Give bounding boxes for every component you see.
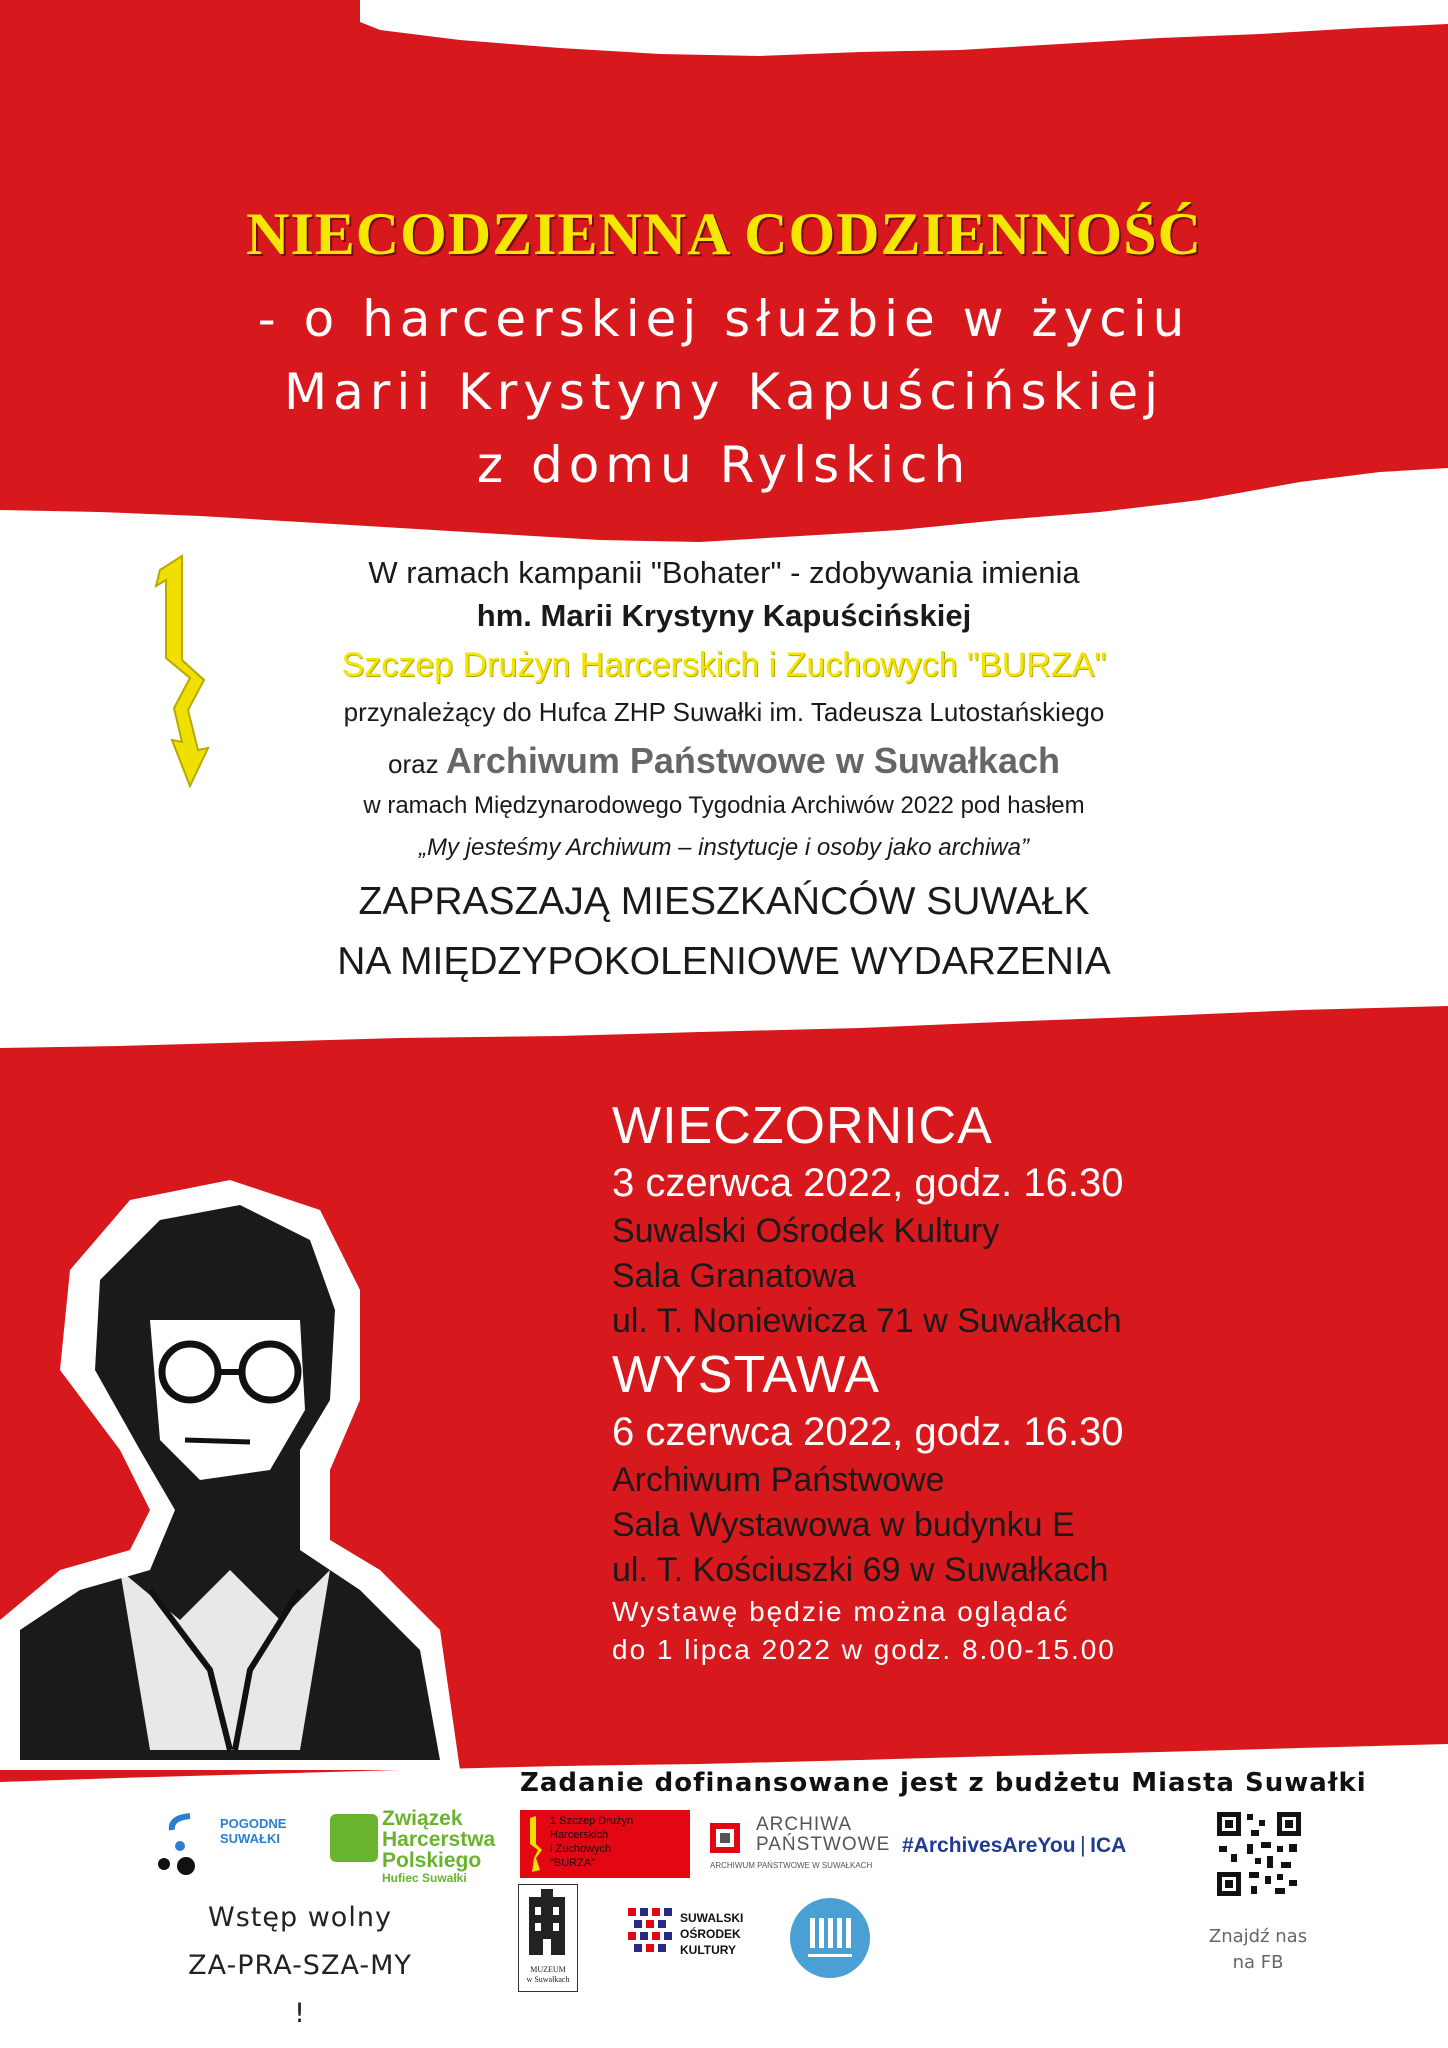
- muzeum-logo: [518, 1884, 578, 1992]
- event-1-date: 3 czerwca 2022, godz. 16.30: [612, 1161, 1124, 1205]
- zhp-logo: [330, 1808, 495, 1884]
- qr-caption: [1198, 1924, 1318, 1976]
- burza-text-3: i Zuchowych: [550, 1843, 612, 1855]
- poster-title: NIECODZIENNA CODZIENNOŚĆ: [246, 201, 1202, 267]
- archive-name: Archiwum Państwowe w Suwałkach: [445, 740, 1060, 781]
- portrait-illustration: [0, 1150, 470, 1790]
- qr-caption-2: na FB: [1232, 1952, 1284, 1973]
- zhp-text-3: Polskiego: [382, 1849, 482, 1872]
- intro-oraz: oraz: [388, 749, 439, 779]
- sok-text-3: KULTURY: [680, 1943, 736, 1957]
- archiwa-text-3: ARCHIWUM PAŃSTWOWE W SUWAŁKACH: [710, 1861, 873, 1870]
- zhp-text-4: Hufiec Suwałki: [382, 1871, 467, 1885]
- event-2-place-1: Archiwum Państwowe: [612, 1461, 945, 1499]
- burza-logo: [520, 1810, 690, 1878]
- archiwa-panstwowe-logo: [710, 1815, 890, 1875]
- intro-line-1: W ramach kampanii "Bohater" - zdobywania imienia: [368, 555, 1080, 590]
- event-1-place-3: ul. T. Noniewicza 71 w Suwałkach: [612, 1302, 1122, 1340]
- event-1-place-1: Suwalski Ośrodek Kultury: [612, 1212, 1000, 1250]
- subtitle-line-1: - o harcerskiej służbie w życiu: [257, 290, 1191, 348]
- hashtag-text: #ArchivesAreYou: [902, 1834, 1076, 1857]
- event-1-place-2: Sala Granatowa: [612, 1257, 856, 1295]
- subtitle-line-3: z domu Rylskich: [476, 436, 972, 494]
- sok-text-2: OŚRODEK: [680, 1927, 741, 1941]
- entry-line-1: Wstęp wolny: [208, 1902, 392, 1933]
- sok-logo: [628, 1904, 758, 1964]
- event-1-title: WIECZORNICA: [612, 1097, 993, 1155]
- archiwa-text-2: PAŃSTWOWE: [756, 1834, 891, 1855]
- intro-line-5: [0, 740, 1448, 782]
- event-2-note-1: Wystawę będzie można oglądać: [612, 1596, 1070, 1627]
- event-2-title: WYSTAWA: [612, 1346, 880, 1404]
- pogodne-text: POGODNE SUWAŁKI: [220, 1816, 287, 1846]
- archiwa-square-icon: [710, 1823, 740, 1853]
- event-2-date: 6 czerwca 2022, godz. 16.30: [612, 1410, 1124, 1454]
- burza-text-4: "BURZA": [550, 1857, 596, 1869]
- qr-code-icon: [1215, 1810, 1303, 1898]
- sok-pattern-icon: [628, 1908, 672, 1956]
- burza-text-1: 1 Szczep Drużyn: [550, 1815, 634, 1827]
- zhp-cross-icon: [330, 1814, 378, 1862]
- event-2-note-2: do 1 lipca 2022 w godz. 8.00-15.00: [612, 1634, 1116, 1665]
- burza-text-2: Harcerskich: [550, 1829, 609, 1841]
- muzeum-text-2: w Suwałkach: [526, 1975, 570, 1984]
- burza-small-emblem-icon: [526, 1814, 546, 1874]
- qr-caption-1: Znajdź nas: [1208, 1926, 1308, 1947]
- intro-line-6: w ramach Międzynarodowego Tygodnia Archiwów 2022 pod hasłem: [363, 792, 1085, 819]
- events-list: [612, 1095, 1123, 1669]
- separator-bar: |: [1079, 1832, 1086, 1857]
- muzeum-text-1: MUZEUM: [530, 1965, 566, 1974]
- sok-text-1: SUWALSKI: [680, 1911, 744, 1925]
- invite-line-1: ZAPRASZAJĄ MIESZKAŃCÓW SUWAŁK: [358, 880, 1090, 923]
- intro-line-7: „My jesteśmy Archiwum – instytucje i osoby jako archiwa”: [419, 834, 1029, 861]
- intro-line-4: przynależący do Hufca ZHP Suwałki im. Tadeusza Lutostańskiego: [343, 697, 1105, 727]
- intro-line-2: hm. Marii Krystyny Kapuścińskiej: [476, 598, 972, 633]
- event-2-place-2: Sala Wystawowa w budynku E: [612, 1506, 1075, 1544]
- zhp-text-1: Związek: [382, 1807, 463, 1830]
- event-2-place-3: ul. T. Kościuszki 69 w Suwałkach: [612, 1551, 1109, 1589]
- entry-line-2: ZA-PRA-SZA-MY !: [188, 1950, 412, 2029]
- intro-line-3: Szczep Drużyn Harcerskich i Zuchowych "BURZA": [341, 646, 1107, 684]
- pogodne-mark-icon: [150, 1808, 210, 1878]
- pogodne-suwalki-logo: [150, 1808, 300, 1878]
- invite-line-2: NA MIĘDZYPOKOLENIOWE WYDARZENIA: [337, 940, 1111, 983]
- ica-text: ICA: [1090, 1834, 1127, 1857]
- archives-are-you-logo: [902, 1832, 1162, 1864]
- zhp-text-2: Harcerstwa: [382, 1828, 496, 1851]
- entry-info: [180, 1894, 420, 2038]
- funding-note: Zadanie dofinansowane jest z budżetu Miasta Suwałki: [520, 1768, 1367, 1798]
- subtitle-line-2: Marii Krystyny Kapuścińskiej: [283, 363, 1164, 421]
- archiwa-text-1: ARCHIWA: [756, 1814, 853, 1835]
- biblioteka-publiczna-logo: [788, 1896, 872, 1980]
- museum-building-icon: [519, 1887, 575, 1957]
